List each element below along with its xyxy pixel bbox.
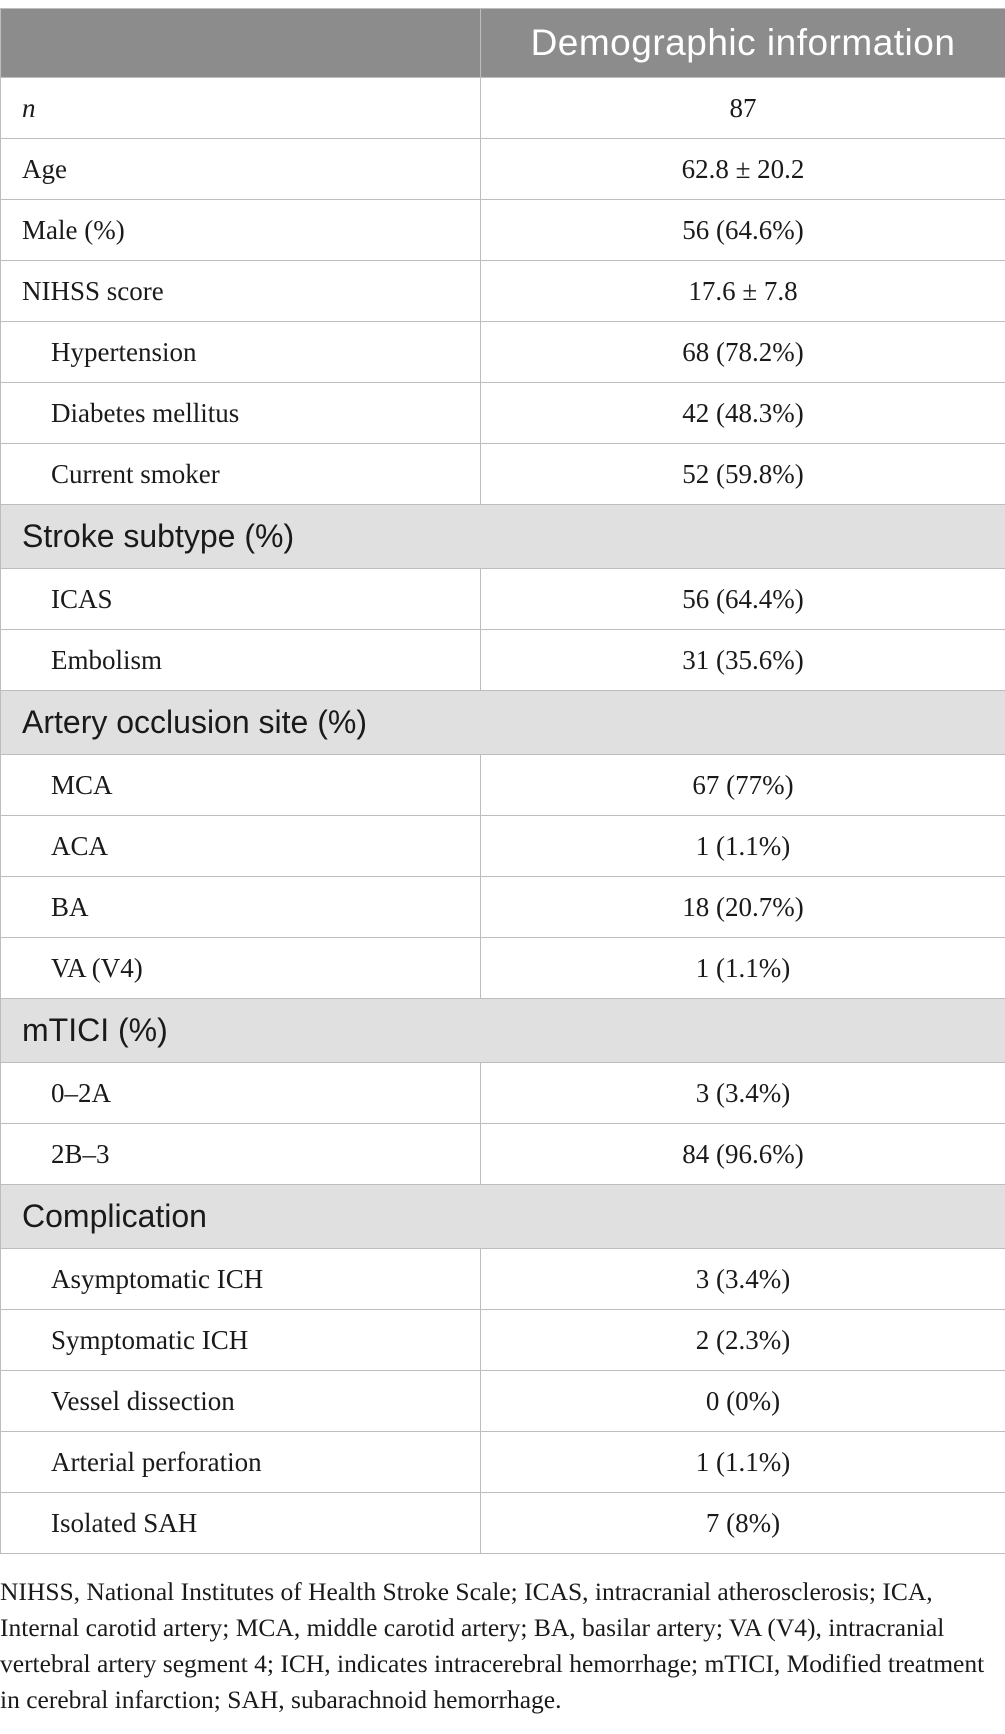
table-header: [1, 9, 1005, 78]
row-label: Embolism: [1, 630, 481, 691]
table-row: [1, 261, 1005, 322]
row-value: 2 (2.3%): [481, 1310, 1005, 1371]
row-value: 1 (1.1%): [481, 938, 1005, 999]
row-label: 2B–3: [1, 1124, 481, 1185]
table-row: [1, 938, 1005, 999]
header-cell-demographic-information: Demographic information: [481, 9, 1005, 78]
row-value: 3 (3.4%): [481, 1249, 1005, 1310]
table-row: [1, 1493, 1005, 1554]
row-label: Hypertension: [1, 322, 481, 383]
table-row: [1, 1124, 1005, 1185]
row-value: 18 (20.7%): [481, 877, 1005, 938]
table-row: [1, 877, 1005, 938]
row-value: 0 (0%): [481, 1371, 1005, 1432]
row-value: 17.6 ± 7.8: [481, 261, 1005, 322]
section-header-row: [1, 999, 1005, 1063]
row-value: 1 (1.1%): [481, 816, 1005, 877]
row-label: Current smoker: [1, 444, 481, 505]
row-label: Symptomatic ICH: [1, 1310, 481, 1371]
row-label: Asymptomatic ICH: [1, 1249, 481, 1310]
section-header-row: [1, 691, 1005, 755]
table-row: [1, 630, 1005, 691]
table-row: [1, 1432, 1005, 1493]
header-row: [1, 9, 1005, 78]
row-label: MCA: [1, 755, 481, 816]
table-row: [1, 78, 1005, 139]
table-row: [1, 322, 1005, 383]
table-row: [1, 1310, 1005, 1371]
row-label: ACA: [1, 816, 481, 877]
row-value: 42 (48.3%): [481, 383, 1005, 444]
table-row: [1, 1249, 1005, 1310]
demographics-table: [0, 8, 1005, 1554]
row-value: 7 (8%): [481, 1493, 1005, 1554]
table-row: [1, 200, 1005, 261]
row-label: BA: [1, 877, 481, 938]
table-row: [1, 1371, 1005, 1432]
section-header-label: Complication: [1, 1185, 1005, 1249]
demographics-table-container: [0, 8, 1005, 1554]
table-row: [1, 444, 1005, 505]
row-value: 67 (77%): [481, 755, 1005, 816]
row-label: VA (V4): [1, 938, 481, 999]
section-header-row: [1, 505, 1005, 569]
section-header-label: mTICI (%): [1, 999, 1005, 1063]
row-label: n: [1, 78, 481, 139]
row-value: 3 (3.4%): [481, 1063, 1005, 1124]
table-row: [1, 755, 1005, 816]
section-header-label: Stroke subtype (%): [1, 505, 1005, 569]
row-value: 31 (35.6%): [481, 630, 1005, 691]
table-body: [1, 78, 1005, 1554]
section-header-label: Artery occlusion site (%): [1, 691, 1005, 755]
table-footnote: NIHSS, National Institutes of Health Stroke Scale; ICAS, intracranial atherosclerosis; ICA, Internal carotid artery; MCA, middle carotid artery; BA, basilar artery; VA (V4), intracranial vertebral artery segment 4; ICH, indicates intracerebral hemorrhage; mTICI, Modified treatment in cerebral infarction; SAH, subarachnoid hemorrhage.: [0, 1577, 985, 1714]
row-value: 68 (78.2%): [481, 322, 1005, 383]
table-row: [1, 383, 1005, 444]
header-cell-characteristic: [1, 9, 481, 78]
row-label: Age: [1, 139, 481, 200]
row-value: 84 (96.6%): [481, 1124, 1005, 1185]
row-value: 52 (59.8%): [481, 444, 1005, 505]
row-label: Arterial perforation: [1, 1432, 481, 1493]
row-label: Diabetes mellitus: [1, 383, 481, 444]
table-row: [1, 816, 1005, 877]
row-value: 56 (64.6%): [481, 200, 1005, 261]
row-label: 0–2A: [1, 1063, 481, 1124]
row-value: 56 (64.4%): [481, 569, 1005, 630]
section-header-row: [1, 1185, 1005, 1249]
table-row: [1, 139, 1005, 200]
row-label: ICAS: [1, 569, 481, 630]
row-label: NIHSS score: [1, 261, 481, 322]
row-value: 87: [481, 78, 1005, 139]
row-label: Male (%): [1, 200, 481, 261]
row-label: Vessel dissection: [1, 1371, 481, 1432]
row-value: 1 (1.1%): [481, 1432, 1005, 1493]
row-value: 62.8 ± 20.2: [481, 139, 1005, 200]
row-label: Isolated SAH: [1, 1493, 481, 1554]
table-row: [1, 569, 1005, 630]
table-row: [1, 1063, 1005, 1124]
